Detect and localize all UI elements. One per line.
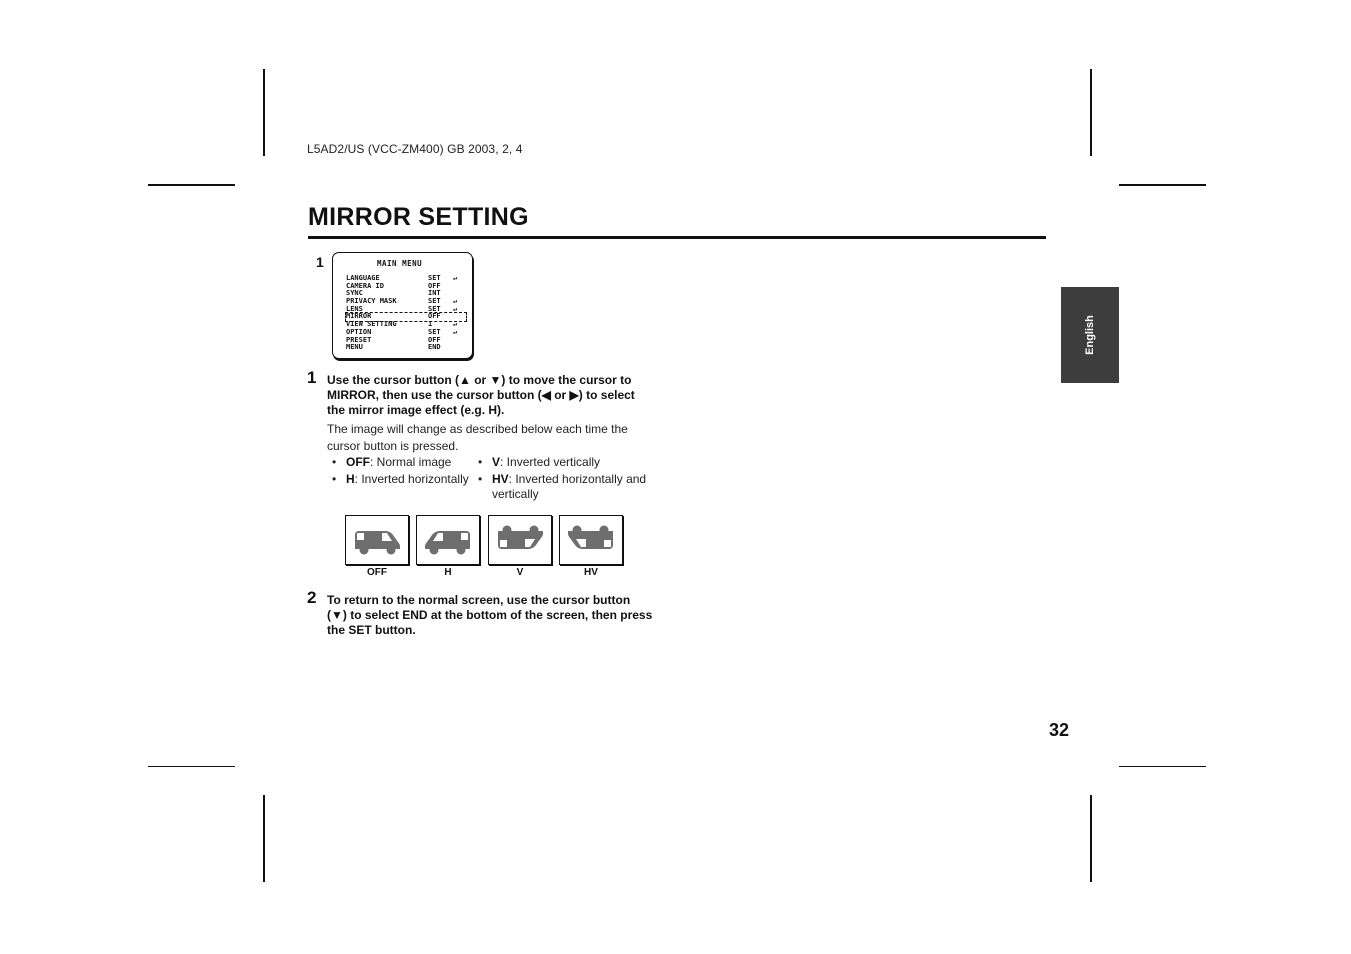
osd-menu-row: MENU END [346, 343, 441, 352]
osd-menu-row: CAMERA ID OFF [346, 281, 441, 290]
osd-menu-row-selected: MIRROR OFF [346, 313, 466, 321]
title-rule [308, 236, 1046, 239]
document-code: L5AD2/US (VCC-ZM400) GB 2003, 2, 4 [307, 142, 523, 156]
crop-mark [1090, 69, 1092, 156]
osd-title: MAIN MENU [377, 259, 423, 268]
mirror-thumb [488, 515, 552, 565]
bullet-item: • OFF: Normal image [332, 455, 452, 469]
step-number: 1 [307, 368, 317, 387]
thumb-label: V [516, 567, 524, 578]
crop-mark [1119, 184, 1206, 186]
step-description: The image will change as described below each time the cursor button is pressed. [327, 422, 628, 453]
van-icon [352, 522, 402, 558]
step-instruction: Use the cursor button (▲ or ▼) to move the cursor to MIRROR, then use the cursor button (◀ or ▶) to select the mirror image effect (e.g. H). [327, 373, 635, 417]
thumb-label: H [444, 567, 452, 578]
figure-number: 1 [316, 254, 324, 270]
bullet-item: • HV: Inverted horizontally and vertically [478, 472, 647, 501]
return-arrow-icon: ↵ [453, 327, 458, 336]
crop-mark [1090, 795, 1092, 882]
osd-menu-row: PRIVACY MASK SET ↵ [346, 297, 458, 306]
mirror-thumb [559, 515, 623, 565]
language-tab [1061, 287, 1119, 383]
thumb-label: HV [584, 567, 598, 578]
language-tab-label: English [1084, 315, 1096, 355]
page-title: MIRROR SETTING [308, 203, 529, 231]
mirror-thumb [345, 515, 409, 565]
osd-menu-row: LENS SET ↵ [346, 304, 458, 313]
osd-menu-list [346, 275, 466, 352]
osd-menu-row: PRESET OFF [346, 335, 441, 344]
bullet-item: • H: Inverted horizontally [332, 472, 469, 486]
step-number: 2 [307, 588, 317, 607]
crop-mark [263, 69, 265, 156]
osd-menu-row: SYNC INT [346, 289, 441, 298]
van-icon [566, 522, 616, 558]
osd-menu-row: VIEW SETTING 1 ↵ [346, 320, 458, 329]
return-arrow-icon: ↵ [453, 274, 458, 282]
osd-menu-row: LANGUAGE SET ↵ [346, 274, 458, 282]
osd-main-menu [332, 252, 473, 359]
crop-mark [1119, 766, 1206, 767]
crop-mark [148, 766, 235, 767]
bullet-item: • V: Inverted vertically [478, 455, 601, 469]
crop-mark [148, 184, 235, 186]
van-icon [495, 522, 545, 558]
page-number: 32 [1049, 720, 1070, 740]
return-arrow-icon: ↵ [453, 297, 458, 306]
return-arrow-icon: ↵ [453, 320, 458, 329]
mirror-thumb [416, 515, 480, 565]
osd-menu-row: OPTION SET ↵ [346, 327, 458, 336]
step-instruction: To return to the normal screen, use the cursor button (▼) to select END at the bottom of the screen, then press the SET button. [327, 593, 653, 637]
return-arrow-icon: ↵ [453, 304, 458, 313]
van-icon [423, 522, 473, 558]
crop-mark [263, 795, 265, 882]
thumb-label: OFF [367, 567, 387, 578]
